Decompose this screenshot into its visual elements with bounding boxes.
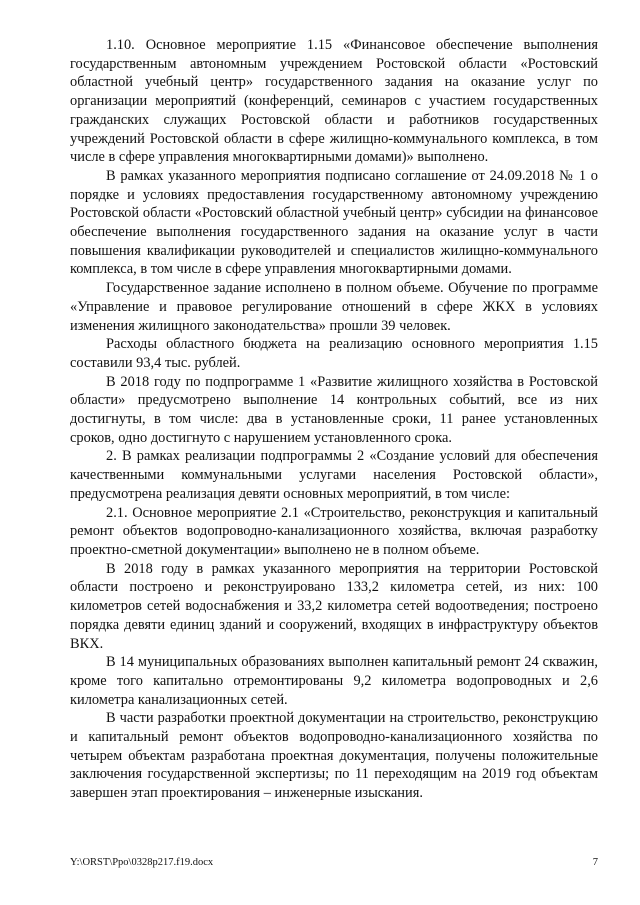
paragraph-design-docs: В части разработки проектной документации на строительство, реконструкцию и капитальный ремонт объектов водопроводно-канализационного хозяйства по четырем объектам разработана проектная документация, получены положительные заключения государственной экспертизы; по 11 переходящим на 2019 год объектам завершен этап проектирования – инженерные изыскания. (70, 710, 598, 802)
paragraph-repairs: В 14 муниципальных образованиях выполнен капитальный ремонт 24 скважин, кроме того капитально отремонтированы 9,2 километра водопроводных и 2,6 километра канализационных сетей. (70, 654, 598, 708)
document-body (70, 36, 598, 803)
paragraph-expenses: Расходы областного бюджета на реализацию основного мероприятия 1.15 составили 93,4 тыс. рублей. (70, 336, 598, 371)
file-path: Y:\ORST\Ppo\0328p217.f19.docx (70, 857, 214, 868)
paragraph-control-events: В 2018 году по подпрограмме 1 «Развитие жилищного хозяйства в Ростовской области» предусмотрено выполнение 14 контрольных событий, все из них достигнуты, в том числе: два в установленные сроки, 11 ранее установленных сроков, одно достигнуто с нарушением установленного срока. (70, 373, 598, 446)
paragraph-construction: В 2018 году в рамках указанного мероприятия на территории Ростовской области построено и реконструировано 133,2 километра сетей, из них: 100 километров сетей водоснабжения и 33,2 километра сетей водоотведения; построено порядка девяти единиц зданий и сооружений, входящих в инфраструктуру объектов ВКХ. (70, 560, 598, 652)
paragraph-subprogram-2: 2. В рамках реализации подпрограммы 2 «Создание условий для обеспечения качественными коммунальными услугами населения Ростовской области», предусмотрена реализация девяти основных мероприятий, в том числе: (70, 448, 598, 502)
paragraph-2-1: 2.1. Основное мероприятие 2.1 «Строительство, реконструкция и капитальный ремонт объектов водопроводно-канализационного хозяйства, включая разработку проектно-сметной документации» выполнено не в полном объеме. (70, 504, 598, 558)
page-number: 7 (592, 857, 598, 868)
paragraph-agreement: В рамках указанного мероприятия подписано соглашение от 24.09.2018 № 1 о порядке и условиях предоставления государственному автономному учреждению Ростовской области «Ростовский областной учебный центр» субсидии на финансовое обеспечение выполнения государственного задания на оказание услуг в части повышения квалификации руководителей и специалистов жилищно-коммунального комплекса, в том числе в сфере управления многоквартирными домами. (70, 167, 598, 278)
paragraph-1-10: 1.10. Основное мероприятие 1.15 «Финансовое обеспечение выполнения государственным автономным учреждением Ростовской области «Ростовский областной учебный центр» государственного задания на оказание услуг по организации мероприятий (конференций, семинаров с участием государственных гражданских служащих Ростовской области и работников государственных учреждений Ростовской области в сфере жилищно-коммунального комплекса, в том числе в сфере управления многоквартирными домами)» выполнено. (70, 37, 598, 166)
paragraph-state-task: Государственное задание исполнено в полном объеме. Обучение по программе «Управление и правовое регулирование отношений в сфере ЖКХ в условиях изменения жилищного законодательства» прошли 39 человек. (70, 280, 598, 334)
